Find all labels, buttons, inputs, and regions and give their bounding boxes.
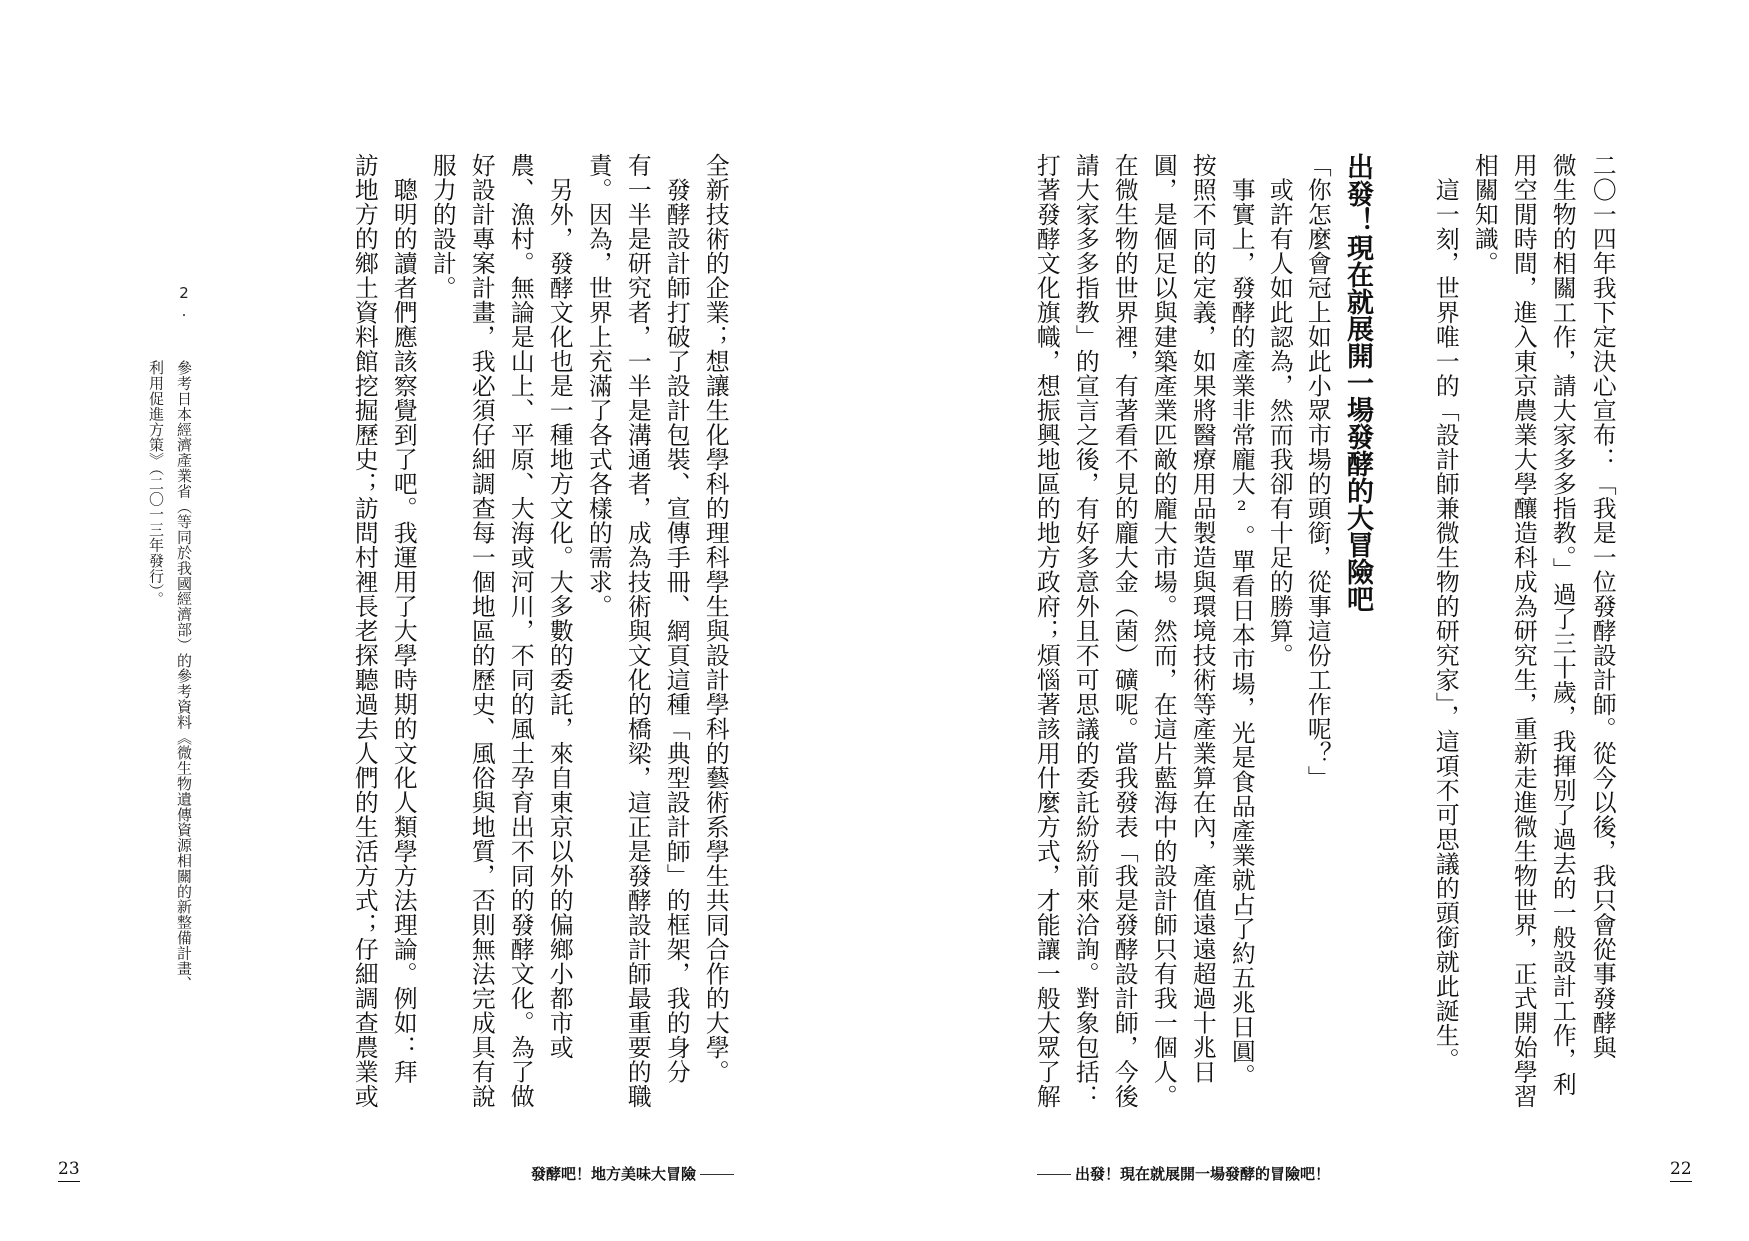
left-page-column: 另外，發酵文化也是一種地方文化。大多數的委託，來自東京以外的偏鄉小都市或 (545, 153, 574, 1060)
left-page-column: 全新技術的企業；想讓生化學科的理科學生與設計學科的藝術系學生共同合作的大學。 (701, 153, 730, 1084)
footnote-number: 2. (175, 284, 193, 320)
left-running-footer: 發酵吧！地方美味大冒險 (0, 1163, 738, 1184)
left-page-column: 好設計專案計畫，我必須仔細調查每一個地區的歷史、風俗與地質，否則無法完成具有說 (467, 153, 496, 1109)
right-page-column: 或許有人如此認為，然而我卻有十足的勝算。 (1265, 153, 1294, 668)
section-heading: 出發！現在就展開一場發酵的大冒險吧 (1342, 153, 1373, 612)
left-page-column: 聰明的讀者們應該察覺到了吧。我運用了大學時期的文化人類學方法理論。例如：拜 (389, 153, 418, 1084)
right-page-number: 22 (1670, 1159, 1692, 1182)
right-page-column: 微生物的相關工作，請大家多多指教。」過了三十歲，我揮別了過去的一般設計工作，利 (1548, 153, 1577, 1097)
right-page-column: 圓，是個足以與建築產業匹敵的龐大市場。然而，在這片藍海中的設計師只有我一個人。 (1149, 153, 1178, 1109)
footnote-line: 利用促進方策》（二〇一三年發行）。 (147, 360, 165, 607)
right-page-column: 「你怎麼會冠上如此小眾市場的頭銜，從事這份工作呢？」 (1303, 153, 1332, 790)
footnote-line: 參考日本經濟產業省（等同於我國經濟部）的參考資料《微生物遺傳資源相關的新整備計畫、 (175, 360, 193, 992)
left-page-column: 責。因為，世界上充滿了各式各樣的需求。 (584, 153, 613, 619)
right-page-column: 用空閒時間，進入東京農業大學釀造科成為研究生，重新走進微生物世界，正式開始學習 (1509, 153, 1538, 1109)
left-page-column: 服力的設計。 (428, 153, 457, 300)
right-page-column: 事實上，發酵的產業非常龐大²。單看日本市場，光是食品產業就占了約五兆日圓。 (1227, 153, 1256, 1089)
left-page-number: 23 (58, 1159, 80, 1182)
right-page-column: 相關知識。 (1470, 153, 1499, 276)
left-page-column: 農、漁村。無論是山上、平原、大海或河川，不同的風土孕育出不同的發酵文化。為了做 (506, 153, 535, 1109)
right-page-column: 按照不同的定義，如果將醫療用品製造與環境技術等產業算在內，產值遠遠超過十兆日 (1188, 153, 1217, 1084)
left-page-column: 訪地方的鄉土資料館挖掘歷史；訪問村裡長老探聽過去人們的生活方式；仔細調查農業或 (350, 153, 379, 1109)
right-running-footer: 出發！現在就展開一場發酵的冒險吧！ (1033, 1163, 1330, 1184)
right-page-column: 打著發酵文化旗幟，想振興地區的地方政府；煩惱著該用什麼方式，才能讓一般大眾了解 (1032, 153, 1061, 1109)
right-page-column: 在微生物的世界裡，有著看不見的龐大金（菌）礦呢。當我發表「我是發酵設計師，今後 (1110, 153, 1139, 1109)
right-page-column: 請大家多多指教」的宣言之後，有好多意外且不可思議的委託紛紛前來洽詢。對象包括： (1071, 153, 1100, 1109)
left-page-column: 發酵設計師打破了設計包裝、宣傳手冊、網頁這種「典型設計師」的框架，我的身分 (662, 153, 691, 1084)
right-page-column: 二〇一四年我下定決心宣布：「我是一位發酵設計師。從今以後，我只會從事發酵與 (1588, 153, 1617, 1060)
left-page-column: 有一半是研究者，一半是溝通者，成為技術與文化的橋梁，這正是發酵設計師最重要的職 (623, 153, 652, 1109)
right-page-column: 這一刻，世界唯一的「設計師兼微生物的研究家」，這項不可思議的頭銜就此誕生。 (1431, 153, 1460, 1073)
